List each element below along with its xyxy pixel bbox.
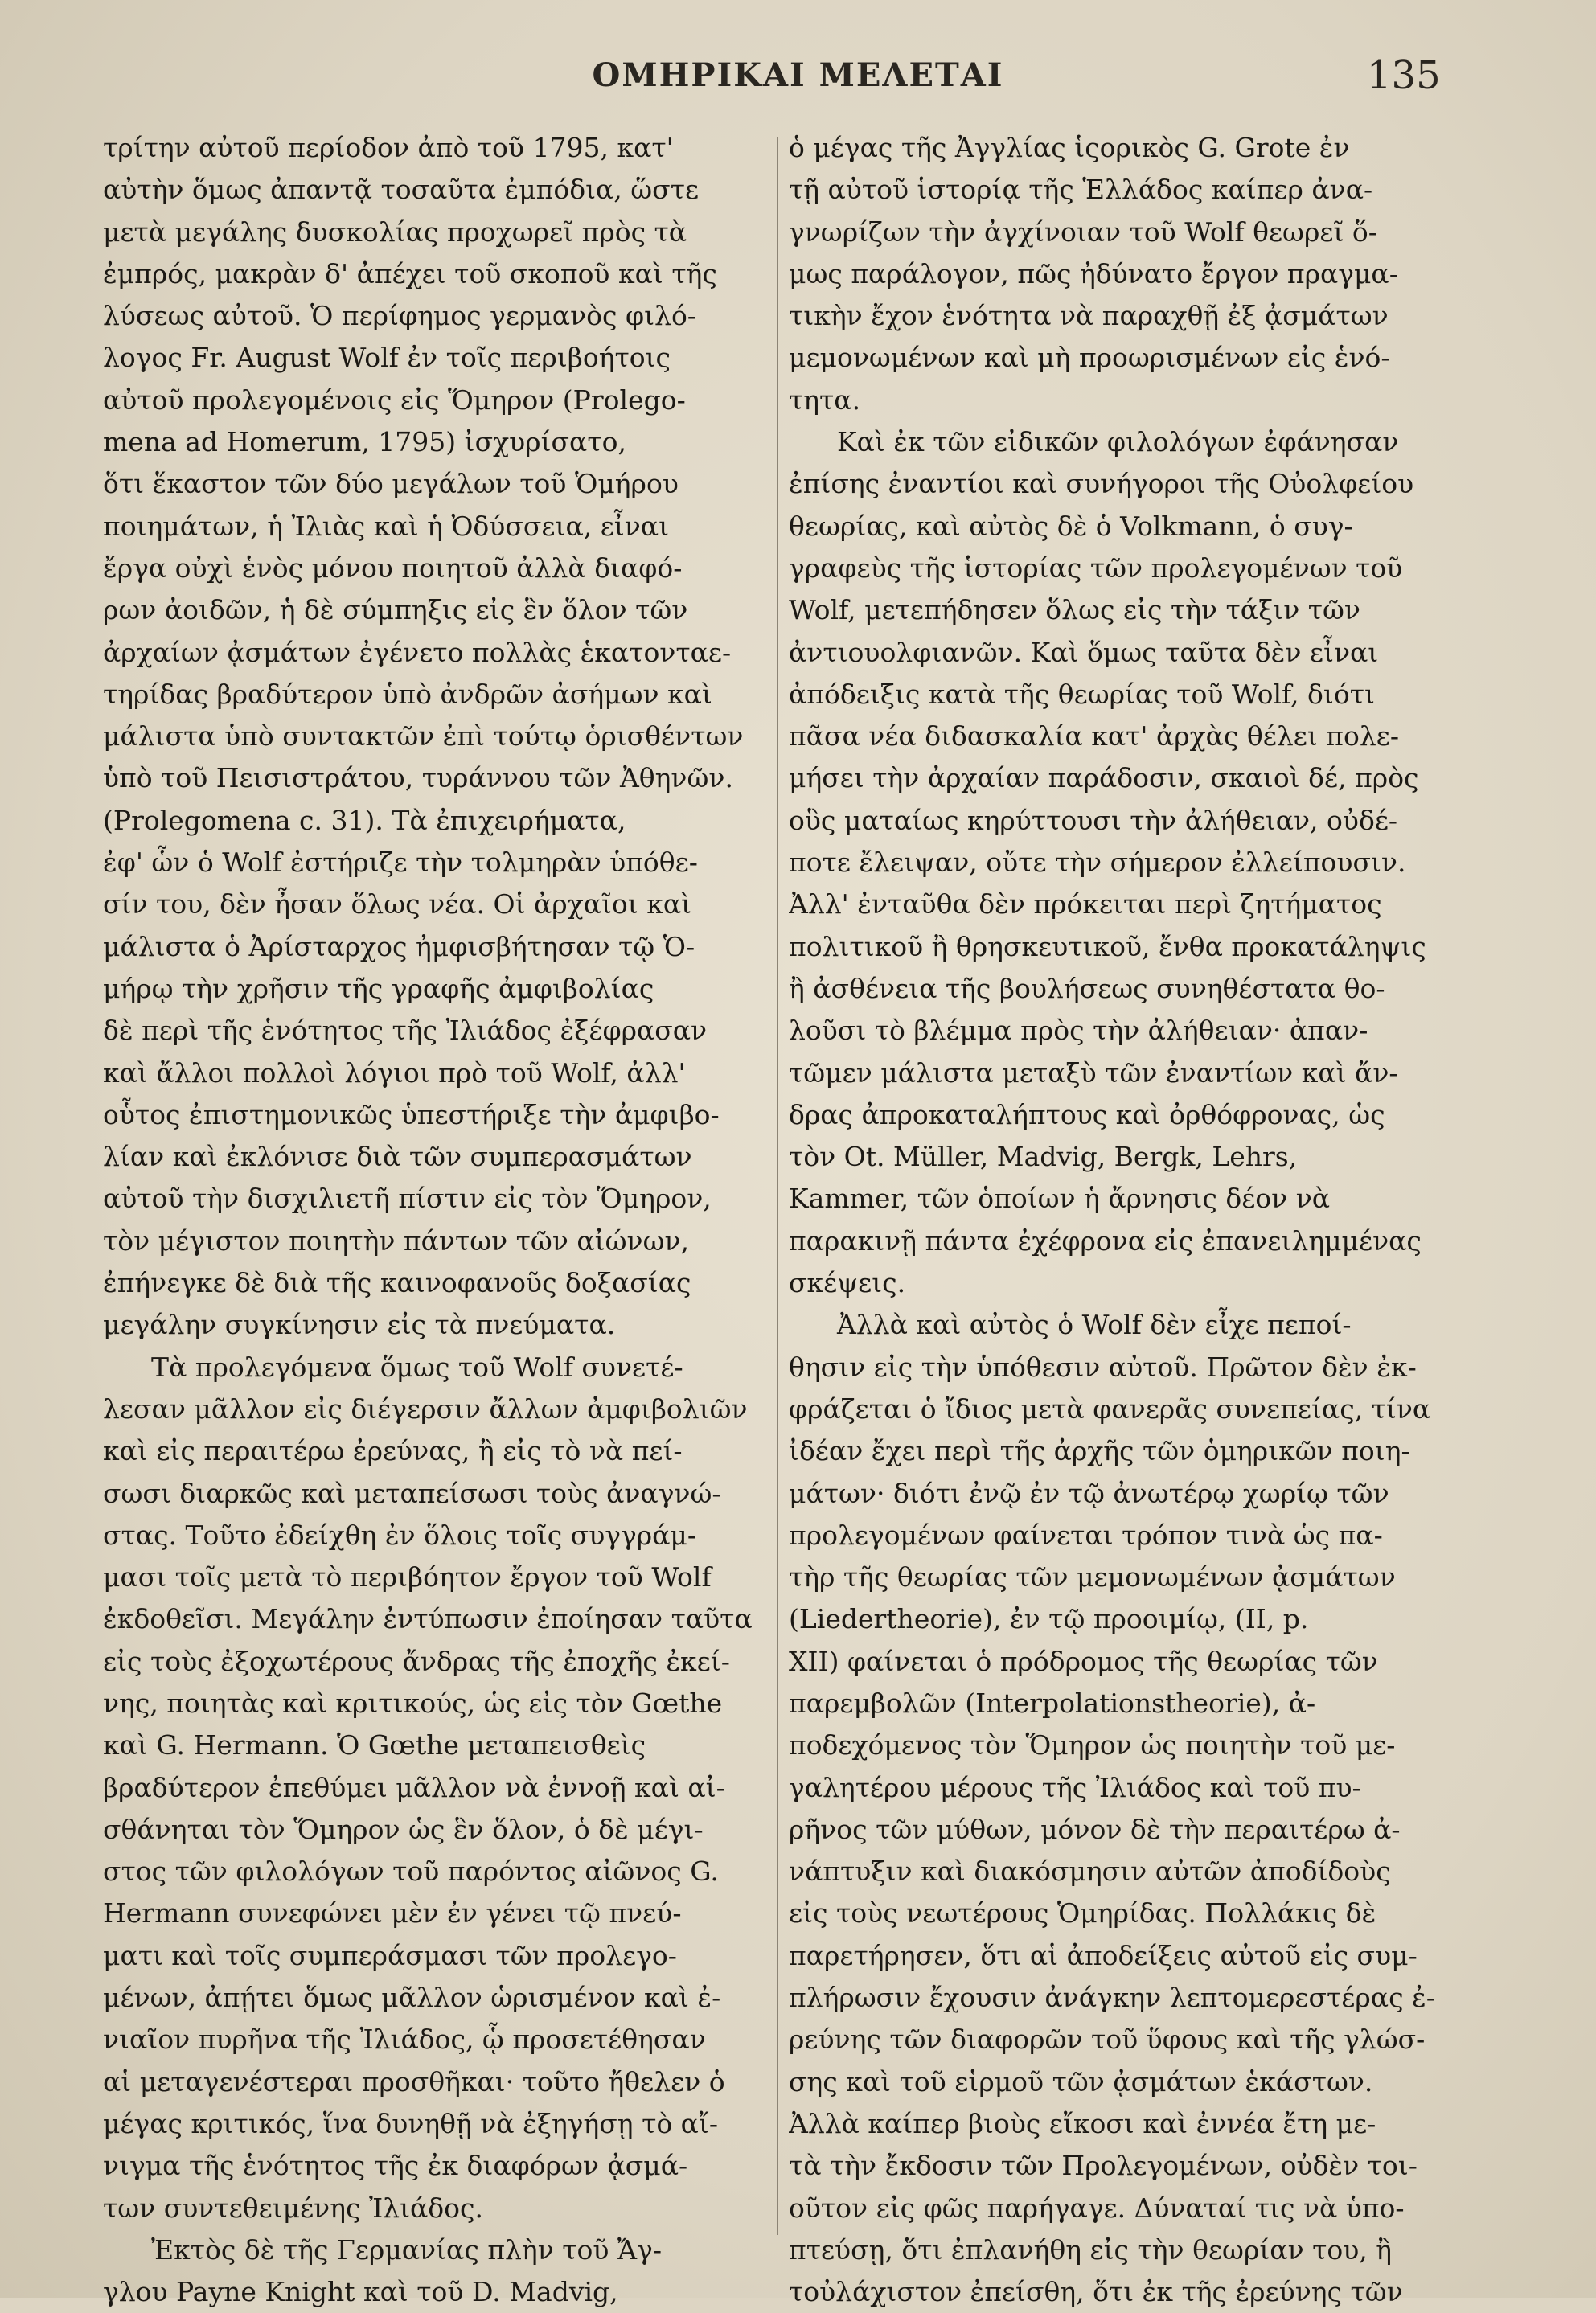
text-line: μένων, ἀπῄτει ὅμως μᾶλλον ὡρισμένον καὶ ἐ- [103,1982,721,2014]
text-line: γραφεὺς τῆς ἱστορίας τῶν προλεγομένων τοῦ [789,552,1403,584]
text-line: (Prolegomena c. 31). Τὰ ἐπιχειρήματα, [103,804,626,836]
running-title: ΟΜΗΡΙΚΑΙ ΜΕΛΕΤΑΙ [592,56,1004,94]
text-line: των συντεθειμένης Ἰλιάδος. [103,2192,484,2224]
text-line: δὲ περὶ τῆς ἑνότητος τῆς Ἰλιάδος ἐξέφρασαν [103,1015,708,1047]
text-line: mena ad Homerum, 1795) ἰσχυρίσατο, [103,426,626,458]
text-line: μάλιστα ὑπὸ συντακτῶν ἐπὶ τούτῳ ὁρισθέντων [103,720,744,753]
text-line: XII) φαίνεται ὁ πρόδρομος τῆς θεωρίας τῶν [789,1645,1378,1677]
text-line: σκέψεις. [789,1267,906,1299]
text-line: ἐπίσης ἐναντίοι καὶ συνήγοροι τῆς Οὐολφείου [789,468,1414,500]
text-line: τηρίδας βραδύτερον ὑπὸ ἀνδρῶν ἀσήμων καὶ [103,678,712,710]
text-line: ἐφ' ὧν ὁ Wolf ἐστήριζε τὴν τολμηρὰν ὑπόθε- [103,847,698,879]
text-line: ἐπήνεγκε δὲ διὰ τῆς καινοφανοῦς δοξασίας [103,1267,691,1299]
text-line: λίαν καὶ ἐκλόνισε διὰ τῶν συμπερασμάτων [103,1141,692,1173]
text-line: μως παράλογον, πῶς ἠδύνατο ἔργον πραγμα- [789,257,1398,289]
text-line: λογος Fr. August Wolf ἐν τοῖς περιβοήτοις [103,342,671,374]
text-line: Hermann συνεφώνει μὲν ἐν γένει τῷ πνεύ- [103,1897,682,1930]
text-line: Καὶ ἐκ τῶν εἰδικῶν φιλολόγων ἐφάνησαν [837,426,1399,458]
text-line: αὐτοῦ προλεγομένοις εἰς Ὅμηρον (Prolego- [103,383,686,416]
text-line: τὸν μέγιστον ποιητὴν πάντων τῶν αἰώνων, [103,1224,690,1257]
text-line: θησιν εἰς τὴν ὑπόθεσιν αὐτοῦ. Πρῶτον δὲν ἐκ- [789,1351,1417,1383]
text-line: ἢ ἀσθένεια τῆς βουλήσεως συνηθέστατα θο- [789,972,1385,1004]
text-line: στος τῶν φιλολόγων τοῦ παρόντος αἰῶνος G. [103,1856,719,1888]
text-line: εἰς τοὺς ἐξοχωτέρους ἄνδρας τῆς ἐποχῆς ἐκεί- [103,1645,730,1677]
text-line: πᾶσα νέα διδασκαλία κατ' ἀρχὰς θέλει πολε- [789,720,1400,753]
column-divider [777,137,778,2235]
text-line: σης καὶ τοῦ εἱρμοῦ τῶν ᾀσμάτων ἑκάστων. [789,2065,1373,2098]
text-line: στας. Τοῦτο ἐδείχθη ἐν ὅλοις τοῖς συγγράμ- [103,1519,696,1551]
text-line: ποιημάτων, ἡ Ἰλιὰς καὶ ἡ Ὀδύσσεια, εἶναι [103,510,670,542]
text-line: οῦτον εἰς φῶς παρήγαγε. Δύναταί τις νὰ ὑπο- [789,2192,1405,2224]
text-line: δρας ἀπροκαταλήπτους καὶ ὀρθόφρονας, ὡς [789,1098,1385,1130]
text-line: τικὴν ἔχον ἑνότητα νὰ παραχθῇ ἐξ ᾀσμάτων [789,300,1389,332]
text-line: καὶ G. Hermann. Ὁ Gœthe μεταπεισθεὶς [103,1729,646,1761]
text-line: μεγάλην συγκίνησιν εἰς τὰ πνεύματα. [103,1309,616,1341]
text-line: λεσαν μᾶλλον εἰς διέγερσιν ἄλλων ἀμφιβολιῶν [103,1392,748,1425]
text-line: ἀρχαίων ᾀσμάτων ἐγένετο πολλὰς ἑκατονταε- [103,636,732,668]
page-number: 135 [1367,53,1441,98]
text-line: Ἐκτὸς δὲ τῆς Γερμανίας πλὴν τοῦ Ἄγ- [151,2233,663,2266]
text-line: ἐμπρός, μακρὰν δ' ἀπέχει τοῦ σκοποῦ καὶ τῆς [103,257,717,289]
text-line: ἐκδοθεῖσι. Μεγάλην ἐντύπωσιν ἐποίησαν ταῦτα [103,1603,753,1635]
text-line: ἀπόδειξις κατὰ τῆς θεωρίας τοῦ Wolf, διότι [789,678,1375,710]
right-column [789,127,1474,2313]
text-line: αὐτὴν ὅμως ἀπαντᾷ τοσαῦτα ἐμπόδια, ὥστε [103,174,700,206]
text-line: μασι τοῖς μετὰ τὸ περιβόητον ἔργον τοῦ Wolf [103,1561,712,1593]
text-line: ἰδέαν ἔχει περὶ τῆς ἀρχῆς τῶν ὁμηρικῶν ποιη- [789,1435,1410,1467]
text-line: τὴρ τῆς θεωρίας τῶν μεμονωμένων ᾀσμάτων [789,1561,1396,1593]
text-line: πτεύσῃ, ὅτι ἐπλανήθη εἰς τὴν θεωρίαν του, ἢ [789,2233,1393,2266]
text-line: τοὐλάχιστον ἐπείσθη, ὅτι ἐκ τῆς ἐρεύνης τῶν [789,2276,1403,2308]
text-line: ὅτι ἕκαστον τῶν δύο μεγάλων τοῦ Ὁμήρου [103,468,679,500]
text-line: ἀντιουολφιανῶν. Καὶ ὅμως ταῦτα δὲν εἶναι [789,636,1379,668]
text-line: παρετήρησεν, ὅτι αἱ ἀποδείξεις αὐτοῦ εἰς συμ- [789,1939,1418,1971]
text-line: ρεύνης τῶν διαφορῶν τοῦ ὕφους καὶ τῆς γλώσ- [789,2024,1426,2056]
text-line: προλεγομένων φαίνεται τρόπον τινὰ ὡς πα- [789,1519,1383,1551]
text-line: βραδύτερον ἐπεθύμει μᾶλλον νὰ ἐννοῇ καὶ αἰ- [103,1771,725,1803]
text-line: γνωρίζων τὴν ἀγχίνοιαν τοῦ Wolf θεωρεῖ ὅ- [789,215,1377,248]
text-line: σωσι διαρκῶς καὶ μεταπείσωσι τοὺς ἀναγνώ- [103,1477,721,1509]
text-line: παρακινῇ πάντα ἐχέφρονα εἰς ἐπανειλημμένας [789,1224,1422,1257]
text-line: Τὰ προλεγόμενα ὅμως τοῦ Wolf συνετέ- [151,1351,683,1383]
left-column [103,127,788,2313]
text-line: λοῦσι τὸ βλέμμα πρὸς τὴν ἀλήθειαν· ἀπαν- [789,1015,1368,1047]
text-line: πλήρωσιν ἔχουσιν ἀνάγκην λεπτομερεστέρας ἐ- [789,1982,1435,2014]
text-line: παρεμβολῶν (Interpolationstheorie), ἀ- [789,1687,1316,1719]
text-line: Ἀλλ' ἐνταῦθα δὲν πρόκειται περὶ ζητήματος [789,888,1382,921]
text-line: θεωρίας, καὶ αὐτὸς δὲ ὁ Volkmann, ὁ συγ- [789,510,1353,542]
text-line: μάτων· διότι ἐνῷ ἐν τῷ ἀνωτέρῳ χωρίῳ τῶν [789,1477,1389,1509]
text-line: τὸν Ot. Müller, Madvig, Bergk, Lehrs, [789,1141,1298,1173]
text-line: τητα. [789,383,861,416]
text-line: γαλητέρου μέρους τῆς Ἰλιάδος καὶ τοῦ πυ- [789,1771,1361,1803]
text-line: Ἀλλὰ καὶ αὐτὸς ὁ Wolf δὲν εἶχε πεποί- [837,1309,1352,1341]
text-line: ποδεχόμενος τὸν Ὅμηρον ὡς ποιητὴν τοῦ με- [789,1729,1396,1761]
text-line: εἰς τοὺς νεωτέρους Ὁμηρίδας. Πολλάκις δὲ [789,1897,1376,1930]
text-line: νιαῖον πυρῆνα τῆς Ἰλιάδος, ᾧ προσετέθησαν [103,2024,706,2056]
text-line: νης, ποιητὰς καὶ κριτικούς, ὡς εἰς τὸν Gœthe [103,1687,723,1719]
text-line: τῶμεν μάλιστα μεταξὺ τῶν ἐναντίων καὶ ἄν- [789,1056,1398,1089]
text-line: οὗτος ἐπιστημονικῶς ὑπεστήριξε τὴν ἀμφιβο- [103,1098,720,1130]
text-line: μήσει τὴν ἀρχαίαν παράδοσιν, σκαιοὶ δέ, πρὸς [789,762,1419,794]
text-line: μάλιστα ὁ Ἀρίσταρχος ἠμφισβήτησαν τῷ Ὁ- [103,930,695,962]
text-line: μεμονωμένων καὶ μὴ προωρισμένων εἰς ἑνό- [789,342,1390,374]
text-line: ἔργα οὐχὶ ἑνὸς μόνου ποιητοῦ ἀλλὰ διαφό- [103,552,683,584]
text-line: ρῆνος τῶν μύθων, μόνον δὲ τὴν περαιτέρω ἀ- [789,1813,1401,1845]
text-line: νάπτυξιν καὶ διακόσμησιν αὐτῶν ἀποδίδοὺς [789,1856,1391,1888]
text-line: ρων ἀοιδῶν, ἡ δὲ σύμπηξις εἰς ἓν ὅλον τῶν [103,594,688,626]
text-line: σίν του, δὲν ἦσαν ὅλως νέα. Οἱ ἀρχαῖοι καὶ [103,888,692,921]
text-line: καὶ ἄλλοι πολλοὶ λόγιοι πρὸ τοῦ Wolf, ἀλλ' [103,1056,686,1089]
text-line: Wolf, μετεπήδησεν ὅλως εἰς τὴν τάξιν τῶν [789,594,1360,626]
text-line: τὰ τὴν ἔκδοσιν τῶν Προλεγομένων, οὐδὲν τοι- [789,2150,1418,2182]
text-line: μέγας κριτικός, ἵνα δυνηθῇ νὰ ἐξηγήσῃ τὸ αἴ- [103,2107,719,2139]
text-line: σθάνηται τὸν Ὅμηρον ὡς ἓν ὅλον, ὁ δὲ μέγι- [103,1813,704,1845]
text-line: μήρῳ τὴν χρῆσιν τῆς γραφῆς ἀμφιβολίας [103,972,654,1004]
text-line: πολιτικοῦ ἢ θρησκευτικοῦ, ἔνθα προκατάληψις [789,930,1426,962]
text-line: (Liedertheorie), ἐν τῷ προοιμίῳ, (II, p. [789,1603,1309,1635]
text-line: ματι καὶ τοῖς συμπεράσμασι τῶν προλεγο- [103,1939,677,1971]
text-line: αὐτοῦ τὴν δισχιλιετῆ πίστιν εἰς τὸν Ὅμηρον, [103,1183,712,1215]
text-line: οὓς ματαίως κηρύττουσι τὴν ἀλήθειαν, οὐδέ- [789,804,1398,836]
text-line: αἱ μεταγενέστεραι προσθῆκαι· τοῦτο ἤθελεν ὁ [103,2065,725,2098]
text-line: καὶ εἰς περαιτέρω ἐρεύνας, ἢ εἰς τὸ νὰ πεί- [103,1435,683,1467]
text-line: μετὰ μεγάλης δυσκολίας προχωρεῖ πρὸς τὰ [103,215,687,248]
text-line: τῇ αὐτοῦ ἱστορίᾳ τῆς Ἑλλάδος καίπερ ἀνα- [789,174,1373,206]
text-line: νιγμα τῆς ἑνότητος τῆς ἐκ διαφόρων ᾀσμά- [103,2150,688,2182]
text-line: ὁ μέγας τῆς Ἀγγλίας ἱςορικὸς G. Grote ἐν [789,132,1350,163]
text-line: Ἀλλὰ καίπερ βιοὺς εἴκοσι καὶ ἐννέα ἔτη με- [789,2107,1376,2139]
text-line: τρίτην αὐτοῦ περίοδον ἀπὸ τοῦ 1795, κατ' [103,132,674,163]
text-line: γλου Payne Knight καὶ τοῦ D. Madvig, [103,2276,618,2308]
text-line: ὑπὸ τοῦ Πεισιστράτου, τυράννου τῶν Ἀθηνῶν. [103,762,733,794]
text-line: λύσεως αὐτοῦ. Ὁ περίφημος γερμανὸς φιλό- [103,300,696,332]
text-line: ποτε ἔλειψαν, οὔτε τὴν σήμερον ἐλλείπουσιν. [789,847,1406,879]
text-line: φράζεται ὁ ἴδιος μετὰ φανερᾶς συνεπείας, τίνα [789,1392,1431,1425]
text-line: Kammer, τῶν ὁποίων ἡ ἄρνησις δέον νὰ [789,1183,1331,1215]
